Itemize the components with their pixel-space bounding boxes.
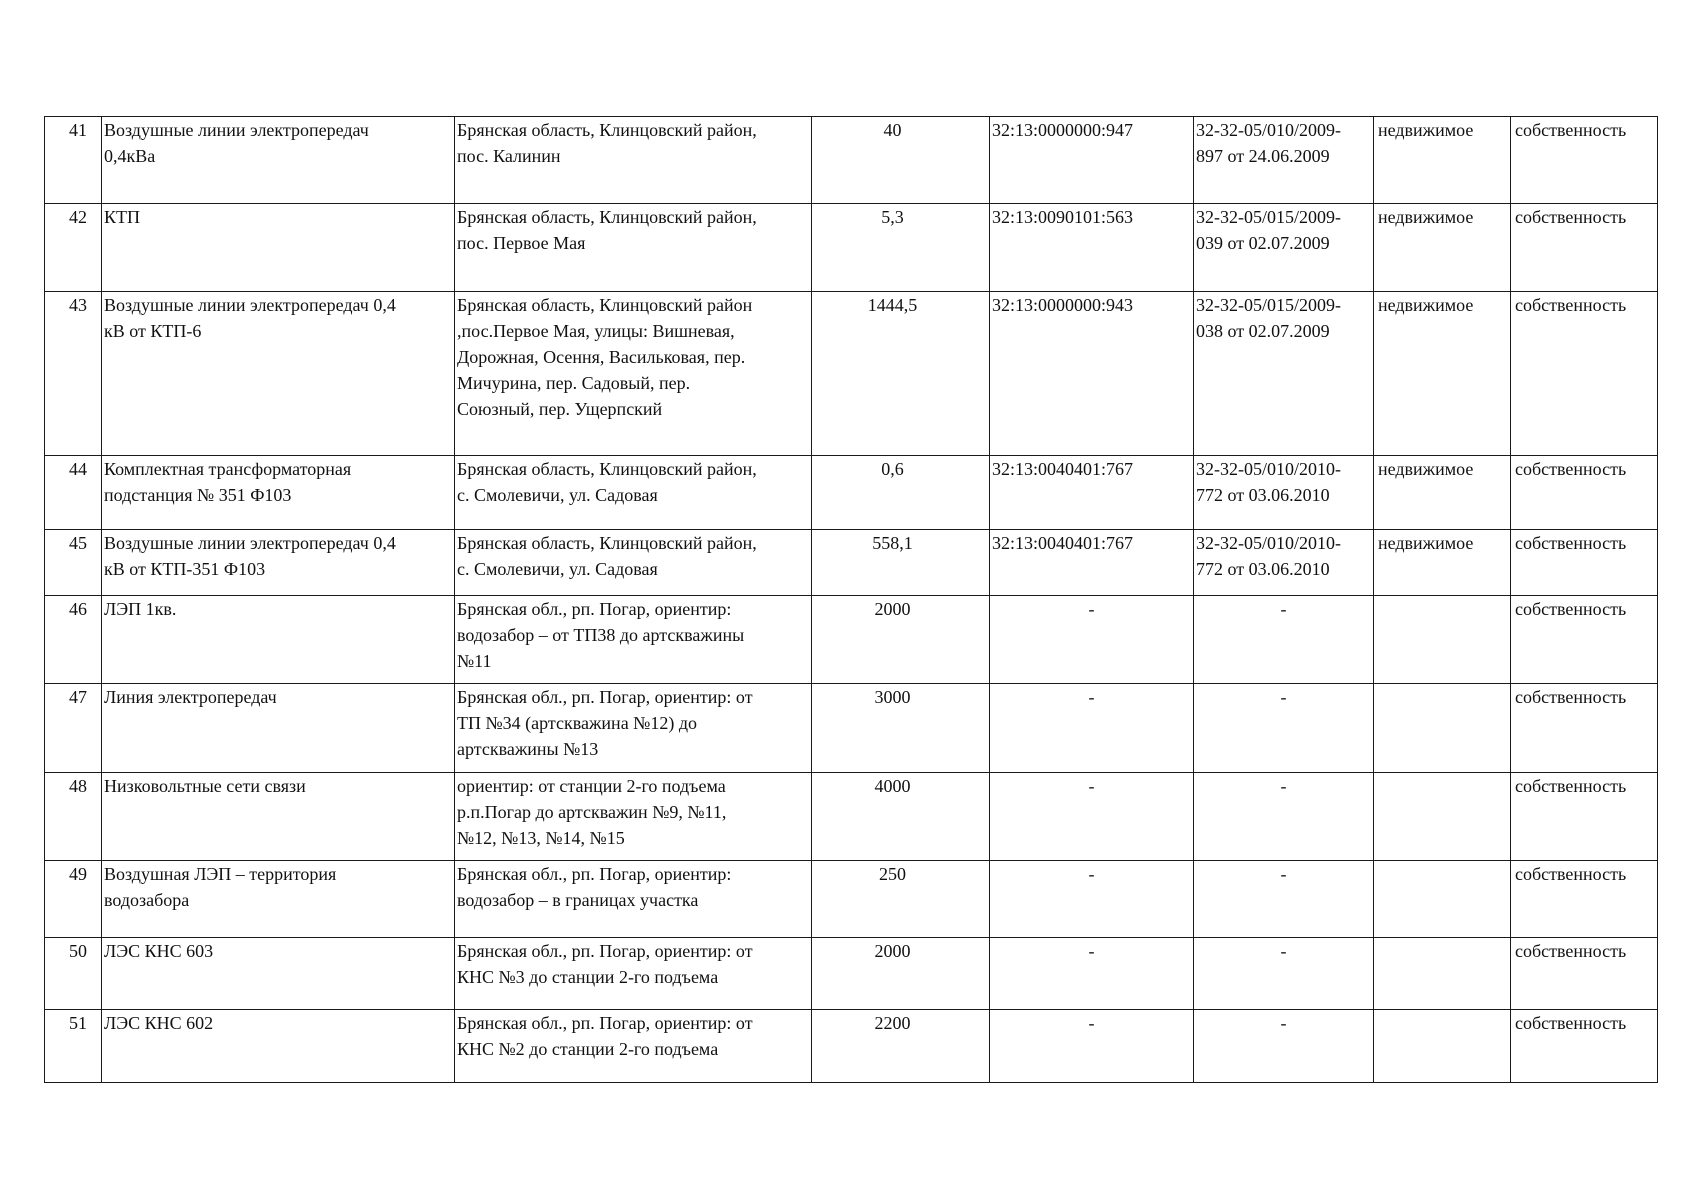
area-value: 2000: [874, 941, 911, 961]
table-row: [45, 292, 1658, 456]
cadastral-number-cell: -: [990, 773, 1194, 861]
registration-cell: -: [1194, 684, 1374, 773]
address-cell: Брянская область, Клинцовский район, с. Смолевичи, ул. Садовая: [455, 530, 812, 596]
address-cell: Брянская область, Клинцовский район, с. Смолевичи, ул. Садовая: [455, 456, 812, 530]
ownership-right-cell: собственность: [1511, 773, 1658, 861]
registration-cell: 32-32-05/015/2009- 038 от 02.07.2009: [1194, 292, 1374, 456]
object-name-cell: Линия электропередач: [102, 684, 455, 773]
property-type-cell: [1374, 861, 1511, 938]
object-name-cell: Воздушные линии электропередач 0,4 кВ от КТП-351 Ф103: [102, 530, 455, 596]
address-cell: Брянская обл., рп. Погар, ориентир: водозабор – в границах участка: [455, 861, 812, 938]
ownership-right-cell: собственность: [1511, 530, 1658, 596]
address-cell: Брянская обл., рп. Погар, ориентир: от ТП №34 (артскважина №12) до артскважины №13: [455, 684, 812, 773]
cadastral-number-cell: -: [990, 1010, 1194, 1083]
ownership-right-cell: собственность: [1511, 861, 1658, 938]
row-number-cell: 45: [45, 530, 102, 596]
ownership-right-cell: собственность: [1511, 204, 1658, 292]
row-number-cell: 47: [45, 684, 102, 773]
registration-cell: -: [1194, 596, 1374, 684]
registration-cell: -: [1194, 1010, 1374, 1083]
area-value: 2000: [874, 599, 911, 619]
ownership-right-cell: собственность: [1511, 292, 1658, 456]
table-row: [45, 684, 1658, 773]
object-name-cell: Воздушные линии электропередач 0,4 кВ от КТП-6: [102, 292, 455, 456]
property-type-cell: [1374, 1010, 1511, 1083]
area-cell: [812, 596, 990, 684]
table-row: [45, 1010, 1658, 1083]
table-row: [45, 938, 1658, 1010]
ownership-right-cell: собственность: [1511, 117, 1658, 204]
object-name-cell: Комплектная трансформаторная подстанция № 351 Ф103: [102, 456, 455, 530]
row-number-cell: 46: [45, 596, 102, 684]
row-number-cell: 48: [45, 773, 102, 861]
object-name-cell: Воздушные линии электропередач 0,4кВа: [102, 117, 455, 204]
registration-cell: -: [1194, 861, 1374, 938]
ownership-right-cell: собственность: [1511, 596, 1658, 684]
object-name-cell: Низковольтные сети связи: [102, 773, 455, 861]
area-cell: [812, 117, 990, 204]
table-row: [45, 456, 1658, 530]
table-row: [45, 773, 1658, 861]
area-value: 558,1: [872, 533, 913, 553]
row-number-cell: 42: [45, 204, 102, 292]
area-value: 4000: [874, 776, 911, 796]
row-number-cell: 51: [45, 1010, 102, 1083]
property-type-cell: недвижимое: [1374, 204, 1511, 292]
area-value: 250: [879, 864, 906, 884]
property-type-cell: [1374, 773, 1511, 861]
object-name-cell: ЛЭС КНС 603: [102, 938, 455, 1010]
table-row: [45, 204, 1658, 292]
ownership-right-cell: собственность: [1511, 684, 1658, 773]
registration-cell: -: [1194, 773, 1374, 861]
table-row: [45, 596, 1658, 684]
area-value: 0,6: [881, 459, 904, 479]
area-cell: [812, 684, 990, 773]
property-type-cell: недвижимое: [1374, 530, 1511, 596]
area-value: 1444,5: [867, 295, 918, 315]
registration-cell: 32-32-05/015/2009- 039 от 02.07.2009: [1194, 204, 1374, 292]
cadastral-number-cell: -: [990, 596, 1194, 684]
area-cell: [812, 773, 990, 861]
property-type-cell: [1374, 596, 1511, 684]
table-row: [45, 861, 1658, 938]
property-type-cell: недвижимое: [1374, 292, 1511, 456]
cadastral-number-cell: -: [990, 861, 1194, 938]
address-cell: Брянская область, Клинцовский район ,пос.Первое Мая, улицы: Вишневая, Дорожная, Осення, Васильковая, пер. Мичурина, пер. Садовый, пер. Союзный, пер. Ущерпский: [455, 292, 812, 456]
row-number-cell: 50: [45, 938, 102, 1010]
area-cell: [812, 530, 990, 596]
area-cell: [812, 861, 990, 938]
cadastral-number-cell: -: [990, 684, 1194, 773]
registration-cell: 32-32-05/010/2010- 772 от 03.06.2010: [1194, 456, 1374, 530]
area-value: 2200: [874, 1013, 911, 1033]
ownership-right-cell: собственность: [1511, 1010, 1658, 1083]
property-type-cell: [1374, 684, 1511, 773]
row-number-cell: 41: [45, 117, 102, 204]
cadastral-number-cell: 32:13:0040401:767: [990, 456, 1194, 530]
area-value: 5,3: [881, 207, 904, 227]
object-name-cell: Воздушная ЛЭП – территория водозабора: [102, 861, 455, 938]
area-value: 40: [883, 120, 902, 140]
property-type-cell: недвижимое: [1374, 456, 1511, 530]
registration-cell: -: [1194, 938, 1374, 1010]
property-type-cell: [1374, 938, 1511, 1010]
ownership-right-cell: собственность: [1511, 456, 1658, 530]
address-cell: Брянская область, Клинцовский район, пос. Первое Мая: [455, 204, 812, 292]
object-name-cell: ЛЭП 1кв.: [102, 596, 455, 684]
row-number-cell: 43: [45, 292, 102, 456]
table-row: [45, 530, 1658, 596]
address-cell: ориентир: от станции 2-го подъема р.п.Погар до артскважин №9, №11, №12, №13, №14, №15: [455, 773, 812, 861]
row-number-cell: 44: [45, 456, 102, 530]
area-cell: [812, 292, 990, 456]
address-cell: Брянская обл., рп. Погар, ориентир: от КНС №2 до станции 2-го подъема: [455, 1010, 812, 1083]
cadastral-number-cell: -: [990, 938, 1194, 1010]
area-cell: [812, 1010, 990, 1083]
registration-cell: 32-32-05/010/2010- 772 от 03.06.2010: [1194, 530, 1374, 596]
area-value: 3000: [874, 687, 911, 707]
address-cell: Брянская область, Клинцовский район, пос. Калинин: [455, 117, 812, 204]
cadastral-number-cell: 32:13:0000000:947: [990, 117, 1194, 204]
object-name-cell: ЛЭС КНС 602: [102, 1010, 455, 1083]
object-name-cell: КТП: [102, 204, 455, 292]
address-cell: Брянская обл., рп. Погар, ориентир: от КНС №3 до станции 2-го подъема: [455, 938, 812, 1010]
area-cell: [812, 204, 990, 292]
ownership-right-cell: собственность: [1511, 938, 1658, 1010]
area-cell: [812, 938, 990, 1010]
registration-cell: 32-32-05/010/2009- 897 от 24.06.2009: [1194, 117, 1374, 204]
cadastral-number-cell: 32:13:0040401:767: [990, 530, 1194, 596]
cadastral-number-cell: 32:13:0090101:563: [990, 204, 1194, 292]
cadastral-number-cell: 32:13:0000000:943: [990, 292, 1194, 456]
address-cell: Брянская обл., рп. Погар, ориентир: водозабор – от ТП38 до артскважины №11: [455, 596, 812, 684]
property-type-cell: недвижимое: [1374, 117, 1511, 204]
property-registry-table: [44, 116, 1658, 1083]
row-number-cell: 49: [45, 861, 102, 938]
table-row: [45, 117, 1658, 204]
area-cell: [812, 456, 990, 530]
table-body: [45, 117, 1658, 1083]
